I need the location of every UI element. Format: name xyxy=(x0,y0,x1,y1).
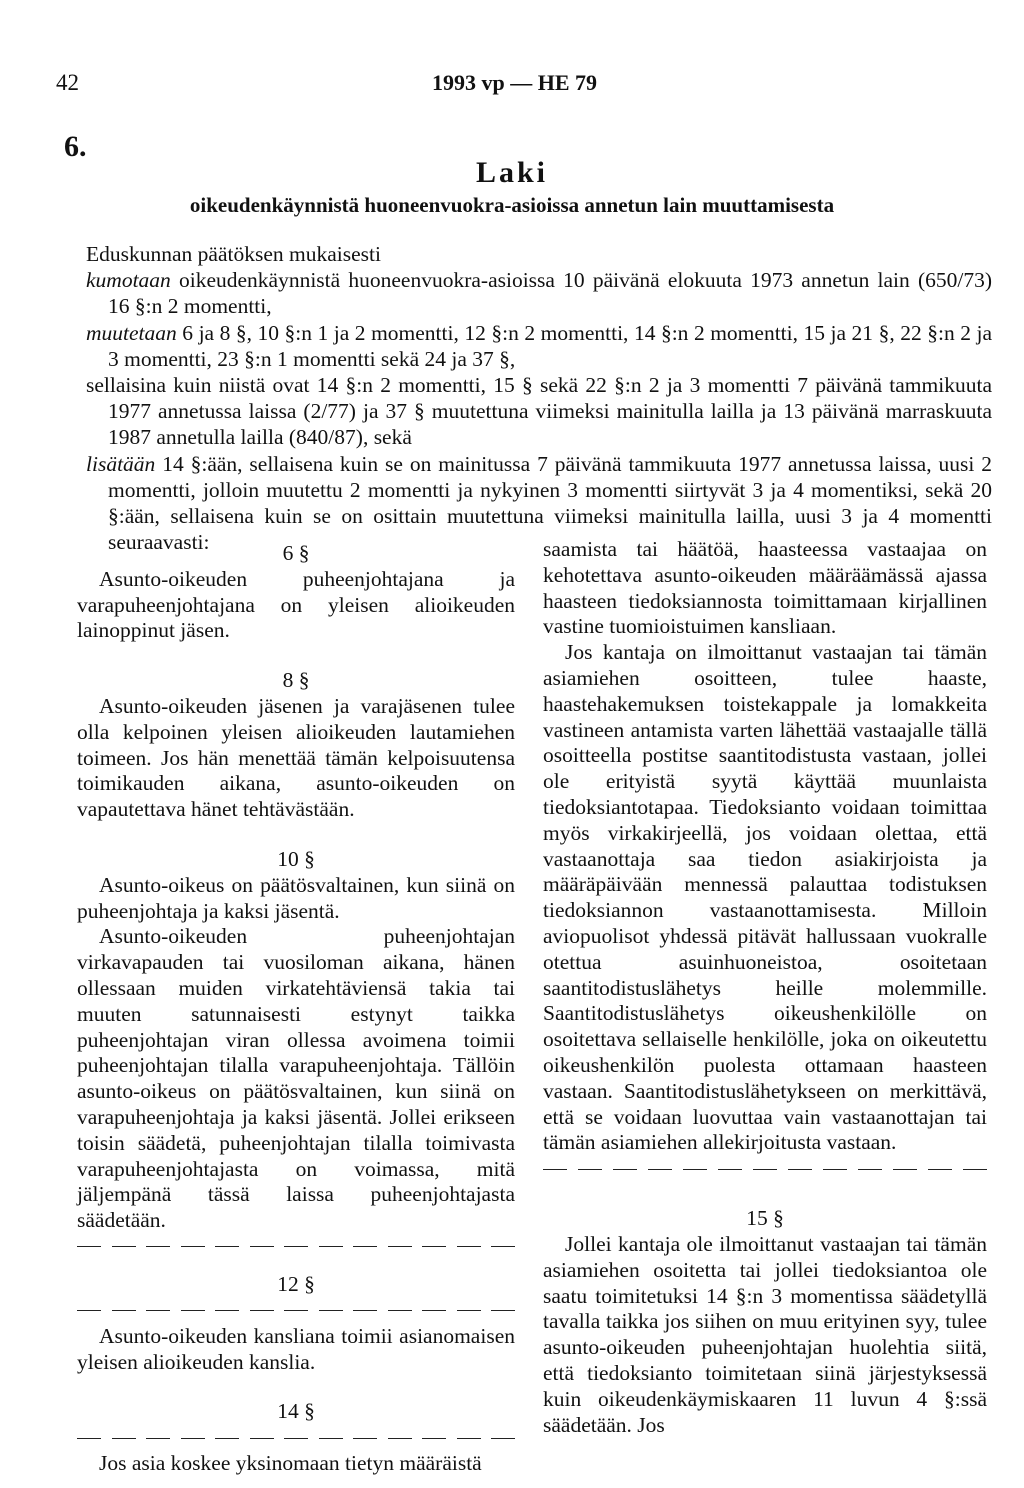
section-heading-8: 8 § xyxy=(282,668,310,693)
section-10-paragraph-1: Asunto-oikeus on päätösvaltainen, kun siinä on puheenjohtaja ja kaksi jäsentä. xyxy=(77,872,515,923)
running-header: 1993 vp — HE 79 xyxy=(432,70,598,95)
section-14-paragraph-3: Jos kantaja on ilmoittanut vastaajan tai tämän asiamiehen osoitteen, tulee haaste, haastehakemuksen toistekappale ja lomakkeita vastineen antamista varten lähettää vastaajalle tällä osoitteella postitse saantitodistusta vastaan, jollei ole erityistä syytä käyttää muunlaista tiedoksiantotapaa. Tiedoksianto voidaan toimittaa myös virkakirjeellä, jos voidaan olettaa, että vastaanottaja saa tiedon asiakirjoista ja määräpäivään mennessä palauttaa todistuksen tiedoksiannon vastaanottamisesta. Milloin aviopuolisot yhdessä pitävät hallussaan vuokralle otettua asuinhuoneistoa, osoitetaan saantitodistuslähetys heille molemmille. Saantitodistuslähetys oikeushenkilölle on osoitettava sellaiselle henkilölle, joka on oikeutettu oikeushenkilön puolesta ottamaan haasteen vastaan. Saantitodistuslähetykseen on merkittävä, että se voidaan luovuttaa vain vastaanottajan tai tämän asiamiehen allekirjoitusta vastaan. xyxy=(543,640,987,1155)
section-10-paragraph-2: Asunto-oikeuden puheenjohtajan virkavapauden tai vuosiloman aikana, hänen ollessaan muiden virkatehtäviensä takia tai muuten satunnaisesti estynyt taikka puheenjohtajan viran ollessa avoimena toimii puheenjohtajan tilalla varapuheenjohtaja. Tällöin asunto-oikeus on päätösvaltainen, kun siinä on varapuheenjohtaja ja kaksi jäsentä. Jollei erikseen toisin säädetä, puheenjohtajan tilalla toimivasta varapuheenjohtajasta on voimassa, mitä jäljempänä tässä laissa puheenjohtajasta säädetään. xyxy=(77,924,515,1233)
section-12-text: Asunto-oikeuden kansliana toimii asianomaisen yleisen alioikeuden kanslia. xyxy=(77,1323,515,1374)
omission-dashes xyxy=(77,1298,515,1324)
right-column xyxy=(543,537,987,1438)
section-8-text: Asunto-oikeuden jäsenen ja varajäsenen tulee olla kelpoinen yleisen alioikeuden lautamiehen toimeen. Jos hän menettää tämän kelpoisuutensa toimikauden aikana, asunto-oikeuden on vapautettava hänet tehtävästään. xyxy=(77,693,515,822)
act-title: Laki xyxy=(475,156,549,189)
add-keyword: lisätään xyxy=(86,451,156,476)
preamble-intro: Eduskunnan päätöksen mukaisesti xyxy=(86,242,381,266)
amend-keyword: muutetaan xyxy=(86,320,177,345)
act-subtitle: oikeudenkäynnistä huoneenvuokra-asioissa annetun lain muuttamisesta xyxy=(189,193,835,217)
act-number: 6. xyxy=(64,130,87,163)
preamble-as-enacted-clause: sellaisina kuin niistä ovat 14 §:n 2 momentti, 15 § sekä 22 §:n 2 ja 3 momentti 7 päivänä tammikuuta 1977 annetussa laissa (2/77) ja 37 § muutettuna viimeksi mainitulla lailla ja 13 päivänä marraskuuta 1987 annetulla lailla (840/87), sekä xyxy=(86,373,992,450)
left-column xyxy=(77,541,515,1477)
section-heading-15: 15 § xyxy=(746,1206,784,1231)
repeal-text: oikeudenkäynnistä huoneenvuokra-asioissa 10 päivänä elokuuta 1973 annetun lain (650/73) 16 §:n 2 momentti, xyxy=(108,268,992,319)
section-heading-12: 12 § xyxy=(277,1271,315,1296)
section-15-text: Jollei kantaja ole ilmoittanut vastaajan tai tämän asiamiehen osoitetta tai jollei tiedoksiantoa ole saatu toimitetuksi 14 §:n 3 momentissa säädetyllä tavalla taikka jos siihen on muu erityinen syy, tulee asunto-oikeuden puheenjohtajan huolehtia siitä, että tiedoksianto toimitetaan siinä järjestyksessä kuin oikeudenkäymiskaaren 11 luvun 4 §:ssä säädetään. Jos xyxy=(543,1231,987,1437)
preamble-amend-clause xyxy=(86,320,992,372)
omission-dashes xyxy=(543,1156,987,1182)
preamble-repeal-clause xyxy=(86,267,992,319)
amend-text: 6 ja 8 §, 10 §:n 1 ja 2 momentti, 12 §:n 2 momentti, 14 §:n 2 momentti, 15 ja 21 §, 22 §:n 2 ja 3 momentti, 23 §:n 1 momentti sekä 24 ja 37 §, xyxy=(108,320,992,371)
page-number: 42 xyxy=(56,70,79,95)
section-6-text: Asunto-oikeuden puheenjohtajana ja varapuheenjohtajana on yleisen alioikeuden lainoppinut jäsen. xyxy=(77,566,515,643)
preamble xyxy=(86,241,992,555)
omission-dashes xyxy=(77,1425,515,1451)
section-14-text: Jos asia koskee yksinomaan tietyn määräistä xyxy=(99,1451,482,1476)
add-text: 14 §:ään, sellaisena kuin se on mainitussa 7 päivänä tammikuuta 1977 annetussa laissa, uusi 2 momentti, jolloin muutettu 2 momentti ja nykyinen 3 momentti siirtyvät 3 ja 4 momentiksi, sekä 20 §:ään, sellaisena kuin se on osittain muutettuna viimeksi mainitulla lailla, uusi 3 ja 4 momentti seuraavasti: xyxy=(108,451,992,555)
section-heading-6: 6 § xyxy=(282,541,310,565)
section-heading-14: 14 § xyxy=(277,1399,315,1424)
repeal-keyword: kumotaan xyxy=(86,268,171,293)
omission-dashes xyxy=(77,1234,515,1260)
section-heading-10: 10 § xyxy=(277,846,315,871)
section-14-continuation: saamista tai häätöä, haasteessa vastaajaa on kehotettava asunto-oikeuden määräämässä ajassa haasteen tiedoksiannosta toimittamaan kirjallinen vastine tuomioistuimen kansliaan. xyxy=(543,537,987,639)
